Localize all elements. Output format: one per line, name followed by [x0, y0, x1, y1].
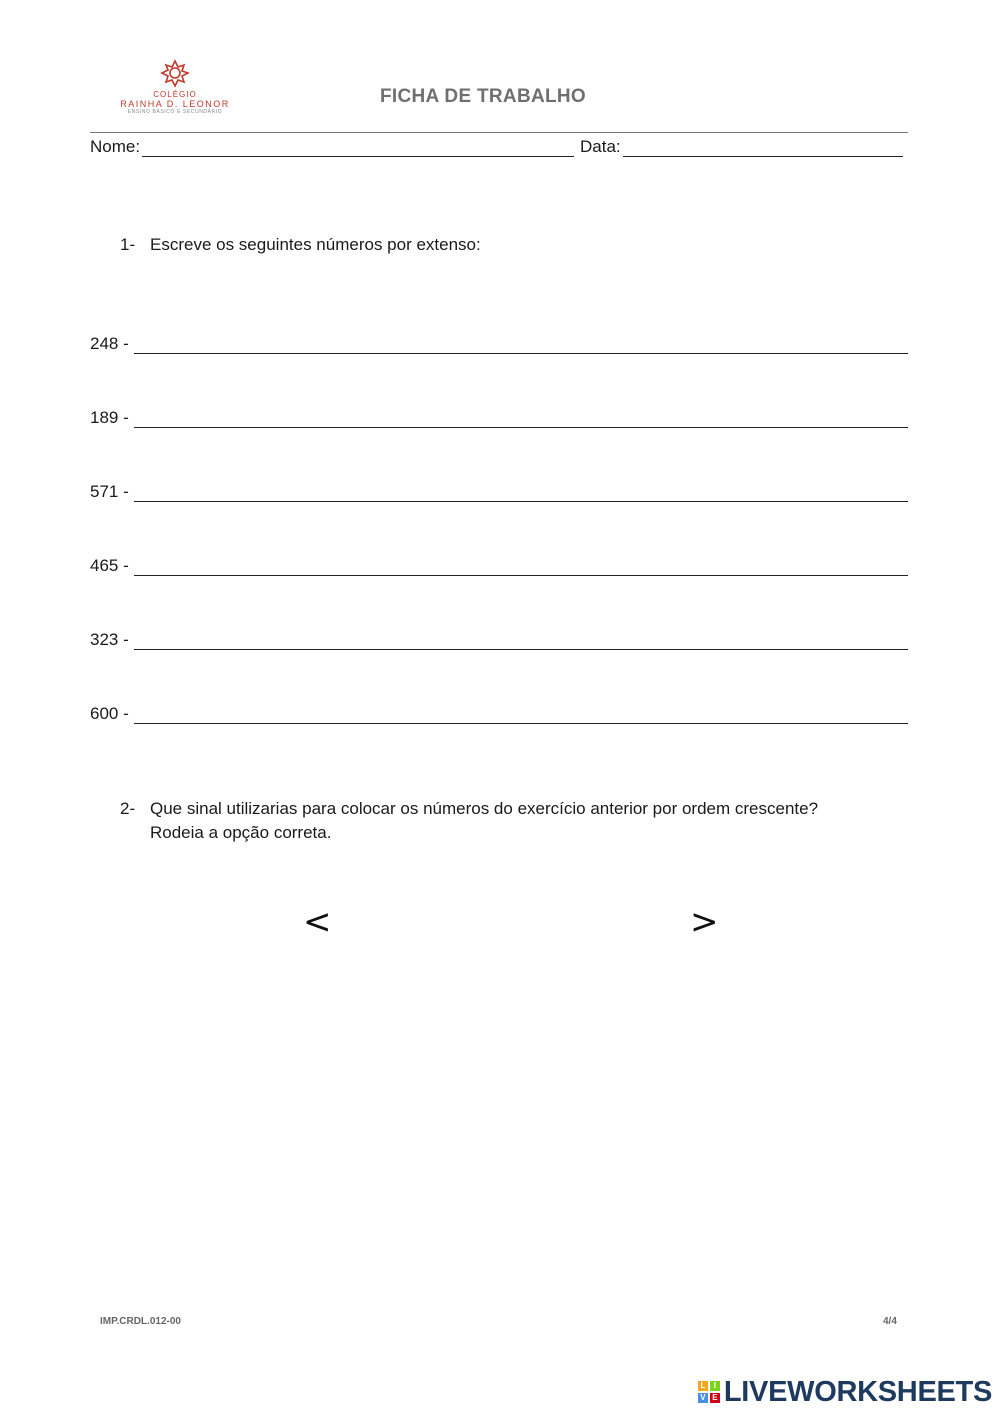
number-label: 571 -: [90, 482, 129, 501]
name-answer-line[interactable]: [142, 138, 574, 157]
answer-line[interactable]: [134, 559, 908, 576]
logo-line-1: COLÉGIO: [153, 90, 197, 99]
liveworksheets-logo-icon: [698, 1381, 720, 1403]
question-2-text-line-2: Rodeia a opção correta.: [150, 823, 332, 842]
number-label: 248 -: [90, 334, 129, 353]
question-1-number: 1-: [120, 235, 136, 254]
date-label: Data:: [580, 137, 621, 156]
option-less-than[interactable]: <: [303, 902, 332, 942]
liveworksheets-watermark: [698, 1374, 992, 1410]
answer-line[interactable]: [134, 707, 908, 724]
answer-line[interactable]: [134, 633, 908, 650]
logo-letter: E: [710, 1393, 720, 1403]
watermark-text: LIVEWORKSHEETS: [723, 1375, 992, 1408]
flower-logo-icon: [160, 58, 190, 88]
question-2-number: 2-: [120, 799, 136, 818]
name-label: Nome:: [90, 137, 141, 156]
date-answer-line[interactable]: [623, 138, 903, 157]
question-2-text-line-1: Que sinal utilizarias para colocar os números do exercício anterior por ordem crescente?: [150, 799, 819, 818]
question-2: [120, 797, 920, 845]
number-label: 600 -: [90, 704, 129, 723]
answer-row[interactable]: [90, 478, 908, 502]
answer-row[interactable]: [90, 330, 908, 354]
number-label: 465 -: [90, 556, 129, 575]
answer-line[interactable]: [134, 411, 908, 428]
option-greater-than[interactable]: >: [690, 902, 719, 942]
number-label: 189 -: [90, 408, 129, 427]
date-field[interactable]: [580, 135, 903, 157]
answer-row[interactable]: [90, 404, 908, 428]
logo-line-3: ENSINO BÁSICO E SECUNDÁRIO: [127, 109, 223, 115]
page-number: 4/4: [883, 1316, 897, 1327]
answer-row[interactable]: [90, 700, 908, 724]
logo-letter: L: [698, 1381, 708, 1391]
header-divider: [90, 132, 908, 133]
page-title: FICHA DE TRABALHO: [380, 86, 586, 107]
answer-row[interactable]: [90, 626, 908, 650]
answer-line[interactable]: [134, 337, 908, 354]
name-field[interactable]: [90, 135, 574, 157]
logo-line-2: RAINHA D. LEONOR: [120, 99, 230, 109]
question-1-text: Escreve os seguintes números por extenso:: [150, 235, 481, 254]
answer-row[interactable]: [90, 552, 908, 576]
school-logo: [115, 52, 235, 122]
document-code: IMP.CRDL.012-00: [100, 1316, 181, 1327]
logo-letter: V: [698, 1393, 708, 1403]
logo-letter: I: [710, 1381, 720, 1391]
number-label: 323 -: [90, 630, 129, 649]
answer-line[interactable]: [134, 485, 908, 502]
question-1: [120, 233, 900, 257]
